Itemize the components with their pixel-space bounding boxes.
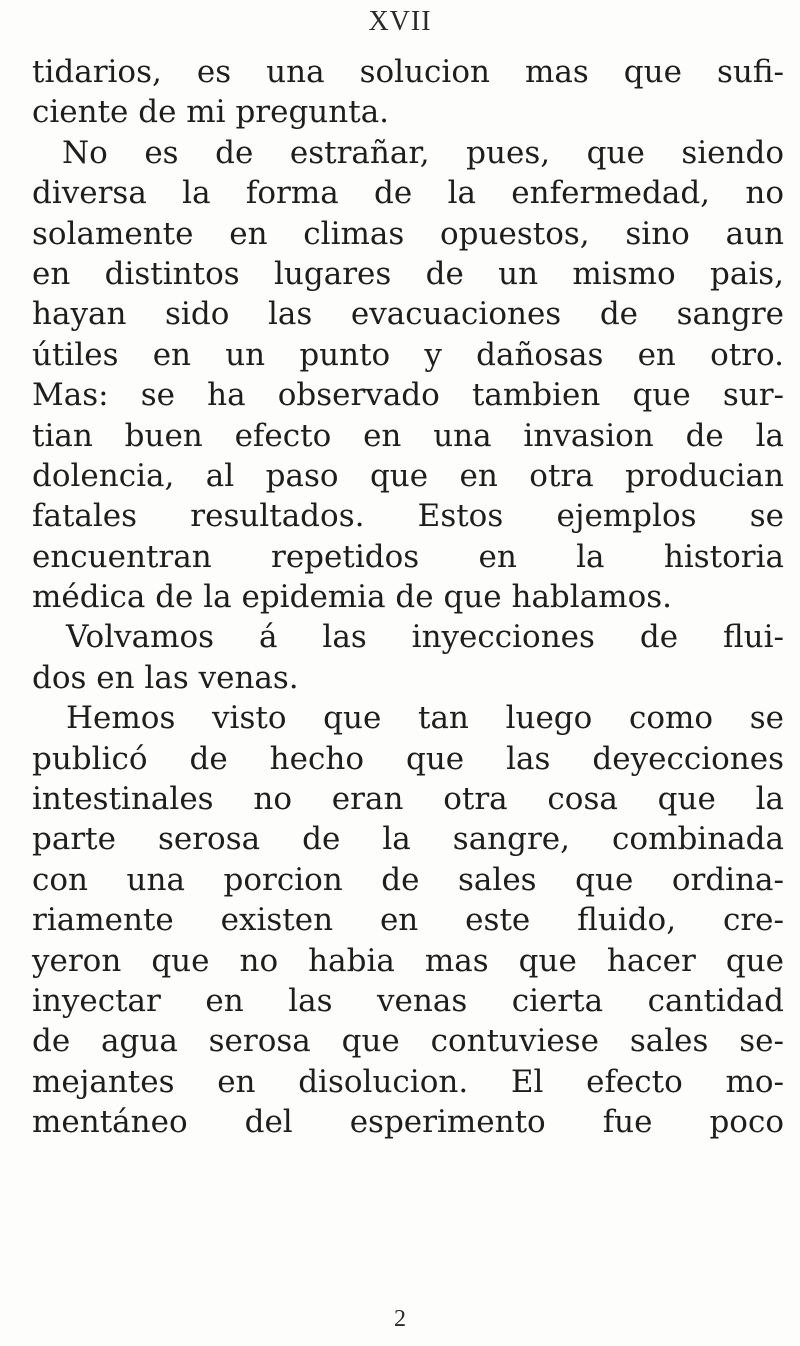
text-line: mejantes en disolucion. El efecto mo- — [32, 1063, 784, 1100]
text-line: fatales resultados. Estos ejemplos se — [32, 498, 784, 535]
text-line: tian buen efecto en una invasion de la — [32, 417, 784, 454]
text-line: solamente en climas opuestos, sino aun — [32, 215, 784, 252]
text-line: con una porcion de sales que ordina- — [32, 861, 784, 898]
text-line: yeron que no habia mas que hacer que — [32, 942, 784, 979]
signature-mark: 2 — [394, 1306, 406, 1332]
text-line: útiles en un punto y dañosas en otro. — [32, 336, 784, 373]
text-line: Volvamos á las inyecciones de flui- — [66, 619, 784, 656]
text-line: encuentran repetidos en la historia — [32, 538, 784, 575]
text-line: mentáneo del esperimento fue poco — [32, 1104, 784, 1141]
text-line: médica de la epidemia de que hablamos. — [32, 579, 672, 616]
text-line: No es de estrañar, pues, que siendo — [62, 134, 784, 171]
text-line: dos en las venas. — [32, 659, 299, 696]
text-line: publicó de hecho que las deyecciones — [32, 740, 784, 777]
page-header-numeral: XVII — [368, 6, 432, 37]
text-line: riamente existen en este fluido, cre- — [32, 902, 784, 939]
body-text — [32, 52, 784, 1143]
text-line: parte serosa de la sangre, combinada — [32, 821, 784, 858]
text-line: Mas: se ha observado tambien que sur- — [32, 377, 784, 414]
text-line: tidarios, es una solucion mas que sufi- — [32, 54, 784, 90]
text-line: Hemos visto que tan luego como se — [66, 700, 784, 737]
text-line: en distintos lugares de un mismo pais, — [32, 255, 784, 292]
text-line: ciente de mi pregunta. — [32, 94, 390, 131]
text-line: dolencia, al paso que en otra producian — [32, 457, 784, 494]
text-line: diversa la forma de la enfermedad, no — [32, 175, 784, 212]
text-line: inyectar en las venas cierta cantidad — [32, 982, 784, 1019]
text-line: de agua serosa que contuviese sales se- — [32, 1023, 784, 1060]
text-line: intestinales no eran otra cosa que la — [32, 781, 784, 818]
text-line: hayan sido las evacuaciones de sangre — [32, 296, 784, 333]
